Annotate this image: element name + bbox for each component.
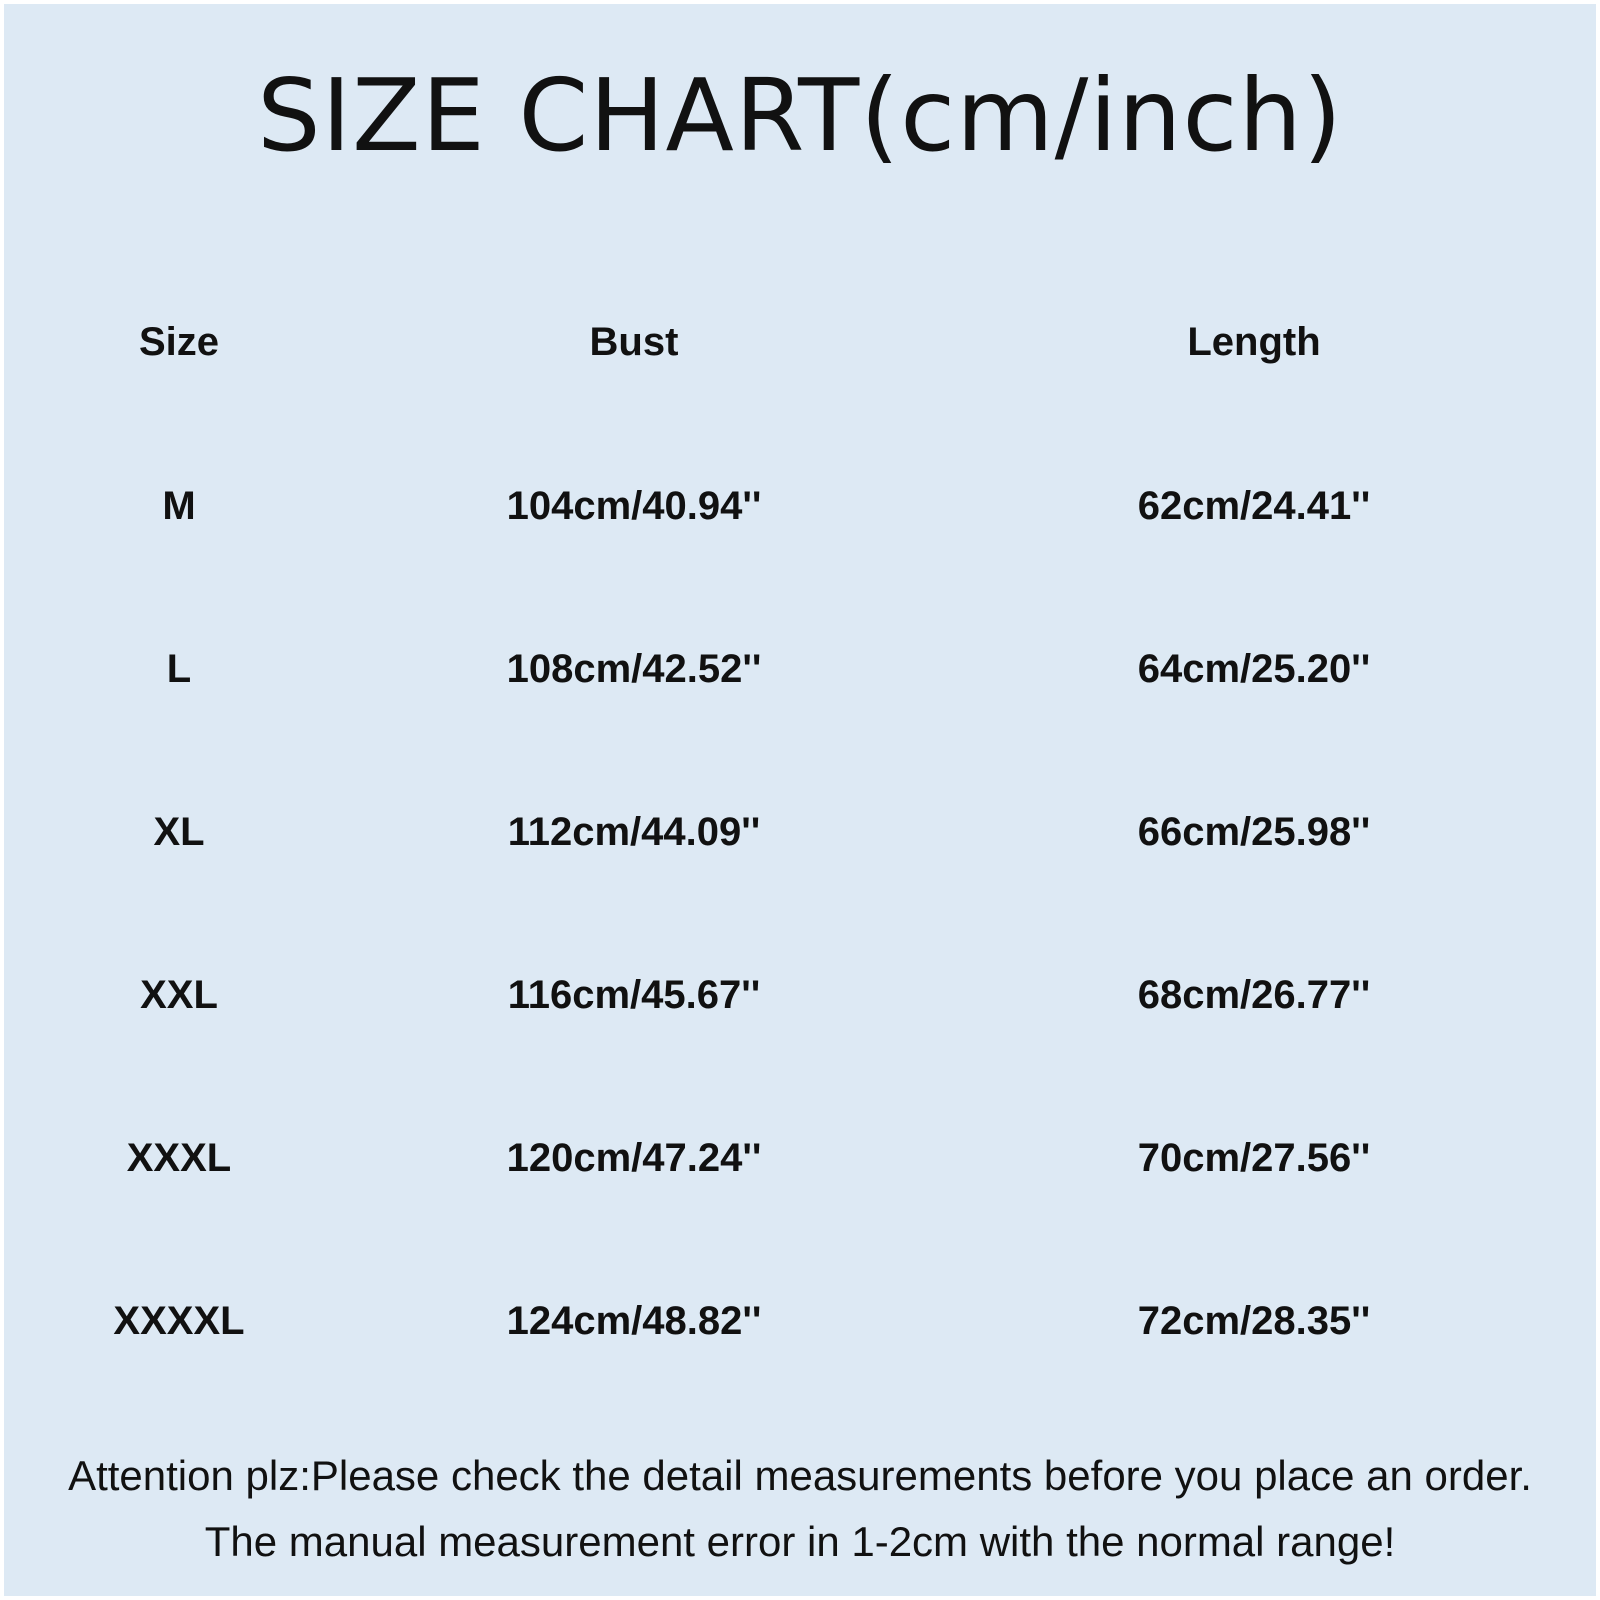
header-bust: Bust — [589, 320, 679, 364]
row-bust-cell: 116cm/45.67'' — [507, 973, 761, 1017]
row-length-cell: 68cm/26.77'' — [1137, 973, 1371, 1017]
row-size-cell: XXL — [140, 973, 218, 1017]
row-length-cell: 62cm/24.41'' — [1137, 484, 1371, 528]
header-size: Size — [138, 320, 220, 364]
row-length-cell: 70cm/27.56'' — [1137, 1136, 1371, 1180]
row-bust-cell: 124cm/48.82'' — [506, 1299, 762, 1343]
header-length: Length — [1187, 320, 1321, 364]
row-length-cell: 66cm/25.98'' — [1137, 810, 1371, 854]
row-length-cell: 72cm/28.35'' — [1137, 1299, 1371, 1343]
row-bust-cell: 120cm/47.24'' — [506, 1136, 762, 1180]
row-size-cell: M — [162, 484, 196, 528]
row-size-cell: XXXXL — [113, 1299, 245, 1343]
row-bust-cell: 108cm/42.52'' — [506, 647, 762, 691]
notice-line-1: Attention plz:Please check the detail measurements before you place an order. — [68, 1452, 1532, 1499]
row-size-cell: L — [166, 647, 192, 691]
page-title: SIZE CHART(cm/inch) — [257, 57, 1343, 174]
row-bust-cell: 104cm/40.94'' — [506, 484, 762, 528]
row-size-cell: XXXL — [126, 1136, 232, 1180]
notice-line-2: The manual measurement error in 1-2cm with the normal range! — [204, 1518, 1396, 1565]
row-size-cell: XL — [153, 810, 205, 854]
row-bust-cell: 112cm/44.09'' — [507, 810, 761, 854]
size-chart-card — [4, 4, 1596, 1596]
row-length-cell: 64cm/25.20'' — [1137, 647, 1371, 691]
